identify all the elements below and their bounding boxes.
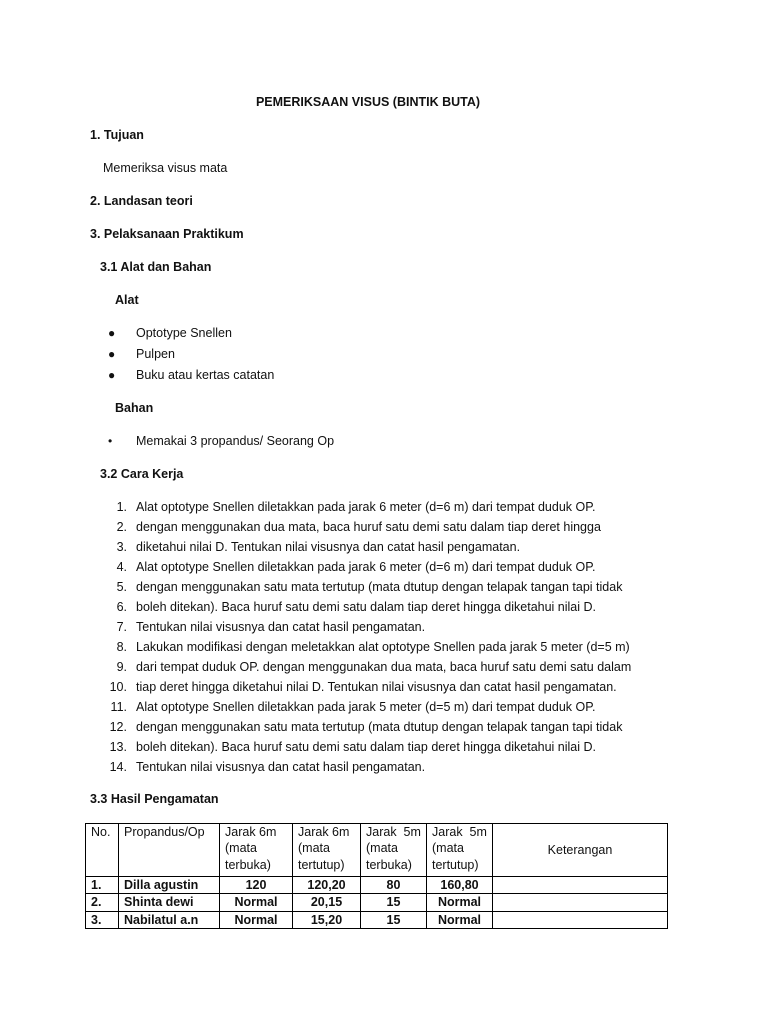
step-item: 14. Tentukan nilai visusnya dan catat hasil pengamatan. [109,760,426,774]
list-item: ● Optotype Snellen [108,326,232,340]
bullet-icon: ● [108,368,116,382]
list-item: ● Pulpen [108,347,175,361]
section-heading-landasan: 2. Landasan teori [90,194,193,208]
step-item: 6. boleh ditekan). Baca huruf satu demi satu dalam tiap deret hingga diketahui nilai D. [116,600,597,614]
subsection-heading-alat-bahan: 3.1 Alat dan Bahan [100,260,212,274]
subsection-heading-hasil: 3.3 Hasil Pengamatan [90,792,219,806]
section-heading-tujuan: 1. Tujuan [90,128,144,142]
header-no: No. [86,824,119,877]
list-item: • Memakai 3 propandus/ Seorang Op [108,434,335,448]
step-item: 7. Tentukan nilai visusnya dan catat hasil pengamatan. [116,620,426,634]
step-item: 13. boleh ditekan). Baca huruf satu demi satu dalam tiap deret hingga diketahui nilai D. [109,740,597,754]
table-row: 1. Dilla agustin 120 120,20 80 160,80 [86,877,668,894]
tujuan-text: Memeriksa visus mata [103,161,228,175]
bullet-icon: ● [108,326,116,340]
step-item: 11. Alat optotype Snellen diletakkan pada jarak 5 meter (d=5 m) dari tempat duduk OP. [110,700,596,714]
header-jarak6-tertutup: Jarak 6m (mata tertutup) [293,824,361,877]
step-item: 1. Alat optotype Snellen diletakkan pada jarak 6 meter (d=6 m) dari tempat duduk OP. [116,500,596,514]
step-item: 5. dengan menggunakan satu mata tertutup (mata dtutup dengan telapak tangan tapi tidak [116,580,623,594]
table-row: 2. Shinta dewi Normal 20,15 15 Normal [86,894,668,911]
list-item: ● Buku atau kertas catatan [108,368,275,382]
bullet-icon: • [108,434,113,448]
step-item: 3. diketahui nilai D. Tentukan nilai visusnya dan catat hasil pengamatan. [116,540,521,554]
step-item: 12. dengan menggunakan satu mata tertutup (mata dtutup dengan telapak tangan tapi tidak [109,720,623,734]
step-item: 2. dengan menggunakan dua mata, baca huruf satu demi satu dalam tiap deret hingga [116,520,601,534]
bullet-icon: ● [108,347,116,361]
header-propandus: Propandus/Op [119,824,220,877]
step-item: 8. Lakukan modifikasi dengan meletakkan alat optotype Snellen pada jarak 5 meter (d=5 m) [116,640,630,654]
header-jarak6-terbuka: Jarak 6m (mata terbuka) [220,824,293,877]
table-header-row [86,824,668,877]
subsection-heading-cara-kerja: 3.2 Cara Kerja [100,467,184,481]
alat-heading: Alat [115,293,139,307]
results-table [85,823,668,929]
page-title: PEMERIKSAAN VISUS (BINTIK BUTA) [255,95,481,109]
header-keterangan: Keterangan [493,824,668,877]
header-jarak5-terbuka: Jarak 5m (mata terbuka) [361,824,427,877]
header-jarak5-tertutup: Jarak 5m (mata tertutup) [427,824,493,877]
section-heading-pelaksanaan: 3. Pelaksanaan Praktikum [90,227,244,241]
step-item: 10. tiap deret hingga diketahui nilai D. Tentukan nilai visusnya dan catat hasil pengamatan. [109,680,617,694]
table-row: 3. Nabilatul a.n Normal 15,20 15 Normal [86,911,668,928]
step-item: 4. Alat optotype Snellen diletakkan pada jarak 6 meter (d=6 m) dari tempat duduk OP. [116,560,596,574]
step-item: 9. dari tempat duduk OP. dengan menggunakan dua mata, baca huruf satu demi satu dalam [116,660,632,674]
bahan-heading: Bahan [115,401,154,415]
